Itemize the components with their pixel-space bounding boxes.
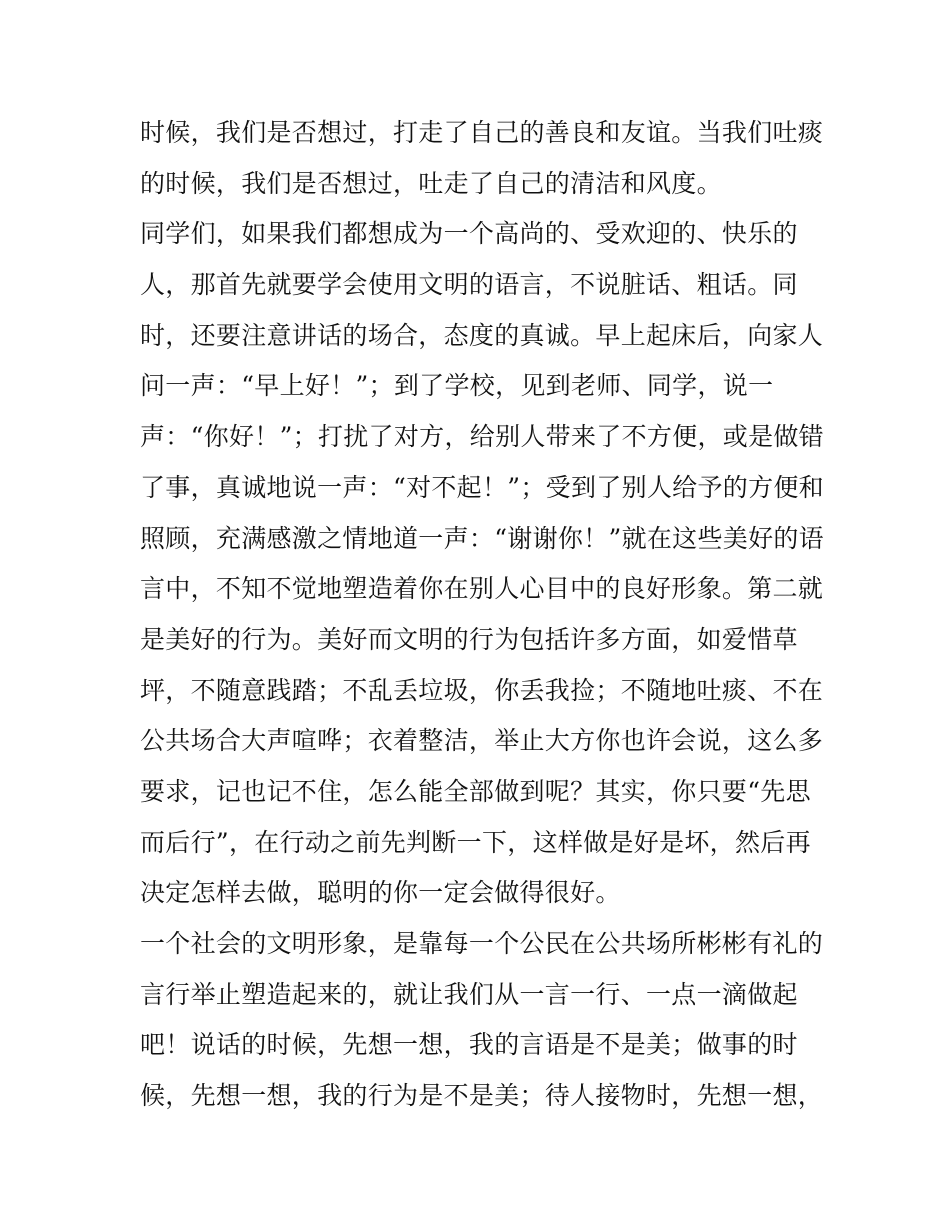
text-line: 要求，记也记不住，怎么能全部做到呢？其实，你只要“先思 [140,776,811,806]
text-line: 时候，我们是否想过，打走了自己的善良和友谊。当我们吐痰 [140,118,824,147]
text-line: 问一声：“早上好！”；到了学校，见到老师、同学，说一 [140,371,774,401]
text-line: 的时候，我们是否想过，吐走了自己的清洁和风度。 [140,168,722,198]
text-line: 人，那首先就要学会使用文明的语言，不说脏话、粗话。同 [140,270,798,300]
text-line: 决定怎样去做，聪明的你一定会做得很好。 [140,878,621,908]
text-line: 照顾，充满感激之情地道一声：“谢谢你！”就在这些美好的语 [140,523,824,553]
text-line: 而后行”，在行动之前先判断一下，这样做是好是坏，然后再 [140,827,811,857]
text-line: 声：“你好！”；打扰了对方，给别人带来了不方便，或是做错 [140,422,824,452]
text-line: 时，还要注意讲话的场合，态度的真诚。早上起床后，向家人 [140,320,824,350]
text-line: 了事，真诚地说一声：“对不起！”；受到了别人给予的方便和 [140,472,824,502]
text-line: 坪，不随意践踏；不乱丢垃圾，你丢我捡；不随地吐痰、不在 [140,675,824,705]
text-line: 言行举止塑造起来的，就让我们从一言一行、一点一滴做起 [140,979,798,1009]
text-line: 同学们，如果我们都想成为一个高尚的、受欢迎的、快乐的 [140,219,798,249]
text-line: 候，先想一想，我的行为是不是美；待人接物时，先想一想， [140,1081,824,1111]
text-line: 一个社会的文明形象，是靠每一个公民在公共场所彬彬有礼的 [140,929,824,958]
body-text [140,108,824,1122]
text-line: 言中，不知不觉地塑造着你在别人心目中的良好形象。第二就 [140,574,824,604]
text-line: 是美好的行为。美好而文明的行为包括许多方面，如爱惜草 [140,624,798,654]
text-line: 吧！说话的时候，先想一想，我的言语是不是美；做事的时 [140,1030,798,1060]
text-line: 公共场合大声喧哗；衣着整洁，举止大方你也许会说，这么多 [140,726,824,756]
